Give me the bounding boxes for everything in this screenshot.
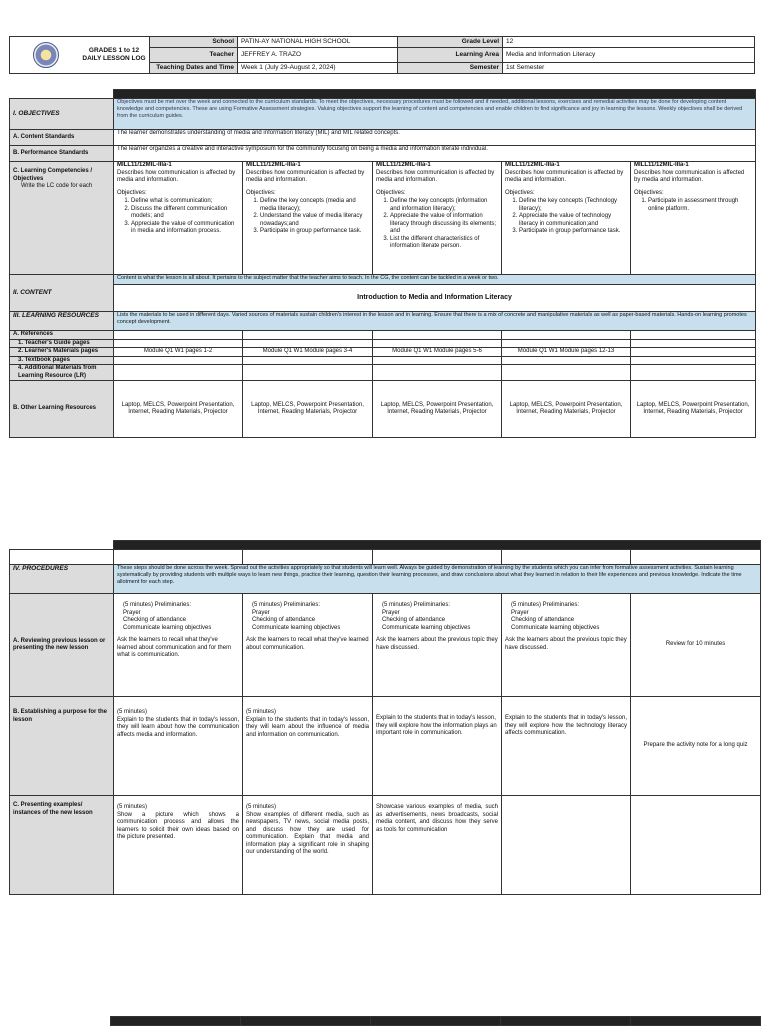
purpose-day-2	[243, 697, 373, 796]
prelim: (5 minutes) Preliminaries:	[511, 602, 580, 608]
lc-code: MILL11/12MIL-IIIa-1	[376, 162, 431, 168]
lc-code: MILL11/12MIL-IIIa-1	[117, 162, 172, 168]
performance-standards-text: The learner organizes a creative and interactive symposium for the community focusing on being a media and information literate individual.	[114, 146, 756, 162]
lm-pages: Module Q1 W1 Module pages 12-13	[502, 348, 631, 357]
purpose-minutes: (5 minutes)	[246, 709, 277, 715]
dates-label: Teaching Dates and Time	[150, 63, 238, 74]
review-day-3	[373, 594, 502, 697]
prelim: (5 minutes) Preliminaries:	[382, 602, 451, 608]
lc-item: 1. Define what is communication;	[131, 198, 239, 206]
attendance: Checking of attendance	[252, 617, 316, 623]
resources-note: Lists the materials to be used in different days. Varied sources of materials sustain children's interest in the lesson and in learning. Ensure that there is a mix of concrete and manipulative materials as well as paper-based materials. Hands-on learning promotes concept development.	[114, 312, 756, 331]
dll-table-page1	[9, 89, 756, 438]
purpose-label: B. Establishing a purpose for the lesson	[10, 697, 114, 796]
lc-obj-label: Objectives:	[376, 189, 406, 196]
performance-standards-label: B. Performance Standards	[10, 146, 114, 162]
day-header-bar	[114, 90, 756, 99]
review-day-2	[243, 594, 373, 697]
purpose-day-4	[502, 697, 631, 796]
content-standards-text: The learner demonstrates understanding of media and information literacy (MIL) and MIL related concepts.	[114, 130, 756, 146]
lc-item: 1. Define the key concepts (media and media literacy);	[260, 198, 369, 213]
lm-pages: Module Q1 W1 pages 1-2	[114, 348, 243, 357]
lc-code: MILL11/12MIL-IIIa-1	[246, 162, 301, 168]
lc-obj-label: Objectives:	[246, 189, 276, 196]
procedures-heading: IV. PROCEDURES	[10, 565, 114, 594]
communicate: Communicate learning objectives	[511, 624, 600, 631]
lc-item: 3. Participate in group performance task.	[260, 228, 369, 236]
attendance: Checking of attendance	[382, 617, 446, 623]
lc-desc: Describes how communication is affected by media and information.	[117, 169, 236, 183]
purpose-day-1	[114, 697, 243, 796]
communicate: Communicate learning objectives	[252, 624, 341, 631]
header-table	[9, 36, 755, 74]
examples-day-5	[631, 796, 761, 895]
purpose-day-3	[373, 697, 502, 796]
examples-day-3	[373, 796, 502, 895]
review-day-5: Review for 10 minutes	[631, 594, 761, 697]
examples-day-1	[114, 796, 243, 895]
semester-label: Semester	[398, 63, 503, 74]
purpose-task: Explain to the students that in today's lesson, they will explore how the information plays an important role in communication.	[376, 715, 497, 736]
examples-minutes: (5 minutes)	[117, 804, 148, 810]
examples-minutes: (5 minutes)	[246, 804, 277, 810]
deped-seal-icon	[33, 42, 59, 68]
purpose-task: Explain to the students that in today's lesson, they will learn about the influence of media and information on communication.	[246, 716, 369, 738]
teachers-guide-label: 1. Teacher's Guide pages	[10, 339, 114, 348]
review-day-4	[502, 594, 631, 697]
examples-day-2	[243, 796, 373, 895]
lc-label-text: C. Learning Competencies / Objectives	[13, 168, 93, 182]
other-resources: Laptop, MELCS, Powerpoint Presentation, Internet, Reading Materials, Projector	[502, 381, 631, 438]
lc-desc: Describes how communication is affected by media and information.	[246, 169, 365, 183]
area-value: Media and Information Literacy	[503, 48, 755, 63]
attendance: Checking of attendance	[123, 617, 187, 623]
lm-pages: Module Q1 W1 Module pages 3-4	[243, 348, 373, 357]
objectives-note: Objectives must be met over the week and connected to the curriculum standards. To meet the objectives, necessary procedures must be followed and if needed, additional lessons, exercises and remedial activities may be done for developing content knowledge and competencies. These are using Formative Assessment strategies. Valuing objectives support the learning of content and competencies and enable children to find significance and joy in learning the lessons. Weekly objectives shall be derived from the curriculum guides.	[114, 99, 756, 130]
lc-item: 3. Appreciate the value of communication in media and information process.	[131, 221, 239, 236]
lm-pages: Module Q1 W1 Module pages 5-6	[373, 348, 502, 357]
page3-bar	[111, 1017, 241, 1026]
lc-item: 2. Understand the value of media literacy nowadays;and	[260, 213, 369, 228]
other-resources: Laptop, MELCS, Powerpoint Presentation, Internet, Reading Materials, Projector	[114, 381, 243, 438]
area-label: Learning Area	[398, 48, 503, 63]
reviewing-label: A. Reviewing previous lesson or presenting the new lesson	[10, 594, 114, 697]
review-task: Ask the learners about the previous topic they have discussed.	[505, 637, 627, 651]
learning-competencies-label	[10, 162, 114, 275]
lc-day-2	[243, 162, 373, 275]
attendance: Checking of attendance	[511, 617, 575, 623]
day-header-bar-2	[114, 541, 761, 550]
additional-materials-label: 4. Additional Materials from Learning Resource (LR)	[10, 365, 114, 381]
teacher-label: Teacher	[150, 48, 238, 63]
examples-day-4	[502, 796, 631, 895]
review-task: Ask the learners about the previous topic they have discussed.	[376, 637, 498, 651]
review-task: Ask the learners to recall what they've learned about communication and for them what is communication.	[117, 637, 232, 658]
semester-value: 1st Semester	[503, 63, 755, 74]
other-resources-label: B. Other Learning Resources	[10, 381, 114, 438]
prayer: Prayer	[123, 609, 141, 616]
lc-item: 3. Participate in group performance task.	[519, 228, 627, 236]
lc-day-5	[631, 162, 756, 275]
lc-obj-label: Objectives:	[117, 189, 147, 196]
objectives-heading: I. OBJECTIVES	[10, 99, 114, 130]
lc-day-3	[373, 162, 502, 275]
examples-task: Show a picture which shows a communication process and allows the learners to solicit their own ideas based on the picture presented.	[117, 811, 239, 840]
lc-item: 1. Participate in assessment through online platform.	[648, 198, 752, 213]
dll-table-page3	[110, 1016, 761, 1026]
prayer: Prayer	[511, 609, 529, 616]
other-resources: Laptop, MELCS, Powerpoint Presentation, Internet, Reading Materials, Projector	[631, 381, 756, 438]
dll-table-page2	[9, 540, 761, 895]
content-standards-label: A. Content Standards	[10, 130, 114, 146]
examples-label: C. Presenting examples/ instances of the new lesson	[10, 796, 114, 895]
lm-pages	[631, 348, 756, 357]
lc-item: 3. List the different characteristics of information literate person.	[390, 236, 498, 251]
log-title: GRADES 1 to 12 DAILY LESSON LOG	[82, 46, 146, 62]
purpose-day-5: Prepare the activity note for a long quiz	[631, 697, 761, 796]
dates-value: Week 1 (July 29-August 2, 2024)	[238, 63, 398, 74]
other-resources: Laptop, MELCS, Powerpoint Presentation, Internet, Reading Materials, Projector	[373, 381, 502, 438]
content-heading: II. CONTENT	[10, 275, 114, 312]
lc-item: 1. Define the key concepts (information and information literacy);	[390, 198, 498, 213]
resources-heading: III. LEARNING RESOURCES	[10, 312, 114, 331]
lc-day-4	[502, 162, 631, 275]
lc-obj-label: Objectives:	[634, 189, 664, 196]
examples-task: Show examples of different media, such as newspapers, TV news, social media posts, and discuss how they are used for communication. Explain that media and information play a significant role in shaping our understanding of the world.	[246, 811, 369, 855]
lc-sublabel: Write the LC code for each	[21, 183, 93, 189]
examples-task: Showcase various examples of media, such as advertisements, news broadcasts, social media content, and discuss how they serve as tools for communication	[376, 804, 498, 833]
references-label: A. References	[10, 331, 114, 340]
review-task: Ask the learners to recall what they've learned about communication.	[246, 637, 369, 651]
communicate: Communicate learning objectives	[382, 624, 471, 631]
lesson-topic: Introduction to Media and Information Literacy	[114, 285, 756, 312]
purpose-minutes: (5 minutes)	[117, 709, 148, 715]
communicate: Communicate learning objectives	[123, 624, 212, 631]
purpose-task: Explain to the students that in today's lesson, they will learn about how the communication affects media and information.	[117, 716, 239, 738]
textbook-label: 3. Textbook pages	[10, 356, 114, 365]
prelim: (5 minutes) Preliminaries:	[123, 602, 192, 608]
lc-day-1	[114, 162, 243, 275]
prayer: Prayer	[382, 609, 400, 616]
content-note: Content is what the lesson is all about. It pertains to the subject matter that the teacher aims to teach. In the CG, the content can be tackled in a week or two.	[114, 275, 756, 285]
lc-item: 1. Define the key concepts (Technology literacy);	[519, 198, 627, 213]
lc-item: 2. Appreciate the value of information literacy through discussing its elements; and	[390, 213, 498, 236]
teacher-value: JEFFREY A. TRAZO	[238, 48, 398, 63]
review-day-1	[114, 594, 243, 697]
logo-cell	[10, 37, 150, 74]
lc-desc: Describes how communication is affected by media and information.	[634, 169, 745, 183]
grade-label: Grade Level	[398, 37, 503, 48]
prayer: Prayer	[252, 609, 270, 616]
grade-value: 12	[503, 37, 755, 48]
procedures-note: These steps should be done across the week. Spread out the activities appropriately so that students will learn well. Always be guided by demonstration of learning by the students which you can infer from formative assessment activities. Sustain learning systematically by providing students with multiple ways to learn new things, practice their learning, question their learning processes, and draw conclusions about what they learned in relation to their life experiences and previous knowledge. Indicate the time allotment for each step.	[114, 565, 761, 594]
lc-code: MILL11/12MIL-IIIa-1	[634, 162, 689, 168]
prelim: (5 minutes) Preliminaries:	[252, 602, 321, 608]
lc-item: 2. Appreciate the value of technology literacy in communication;and	[519, 213, 627, 228]
lc-item: 2. Discuss the different communication models; and	[131, 206, 239, 221]
school-value: PATIN-AY NATIONAL HIGH SCHOOL	[238, 37, 398, 48]
lc-obj-label: Objectives:	[505, 189, 535, 196]
lc-desc: Describes how communication is affected by media and information.	[505, 169, 624, 183]
lc-code: MILL11/12MIL-IIIa-1	[505, 162, 560, 168]
purpose-task: Explain to the students that in today's lesson, they will explore how the technology literacy affects communication.	[505, 715, 627, 736]
school-label: School	[150, 37, 238, 48]
other-resources: Laptop, MELCS, Powerpoint Presentation, Internet, Reading Materials, Projector	[243, 381, 373, 438]
lc-desc: Describes how communication is affected by media and information.	[376, 169, 495, 183]
learners-materials-label: 2. Learner's Materials pages	[10, 348, 114, 357]
